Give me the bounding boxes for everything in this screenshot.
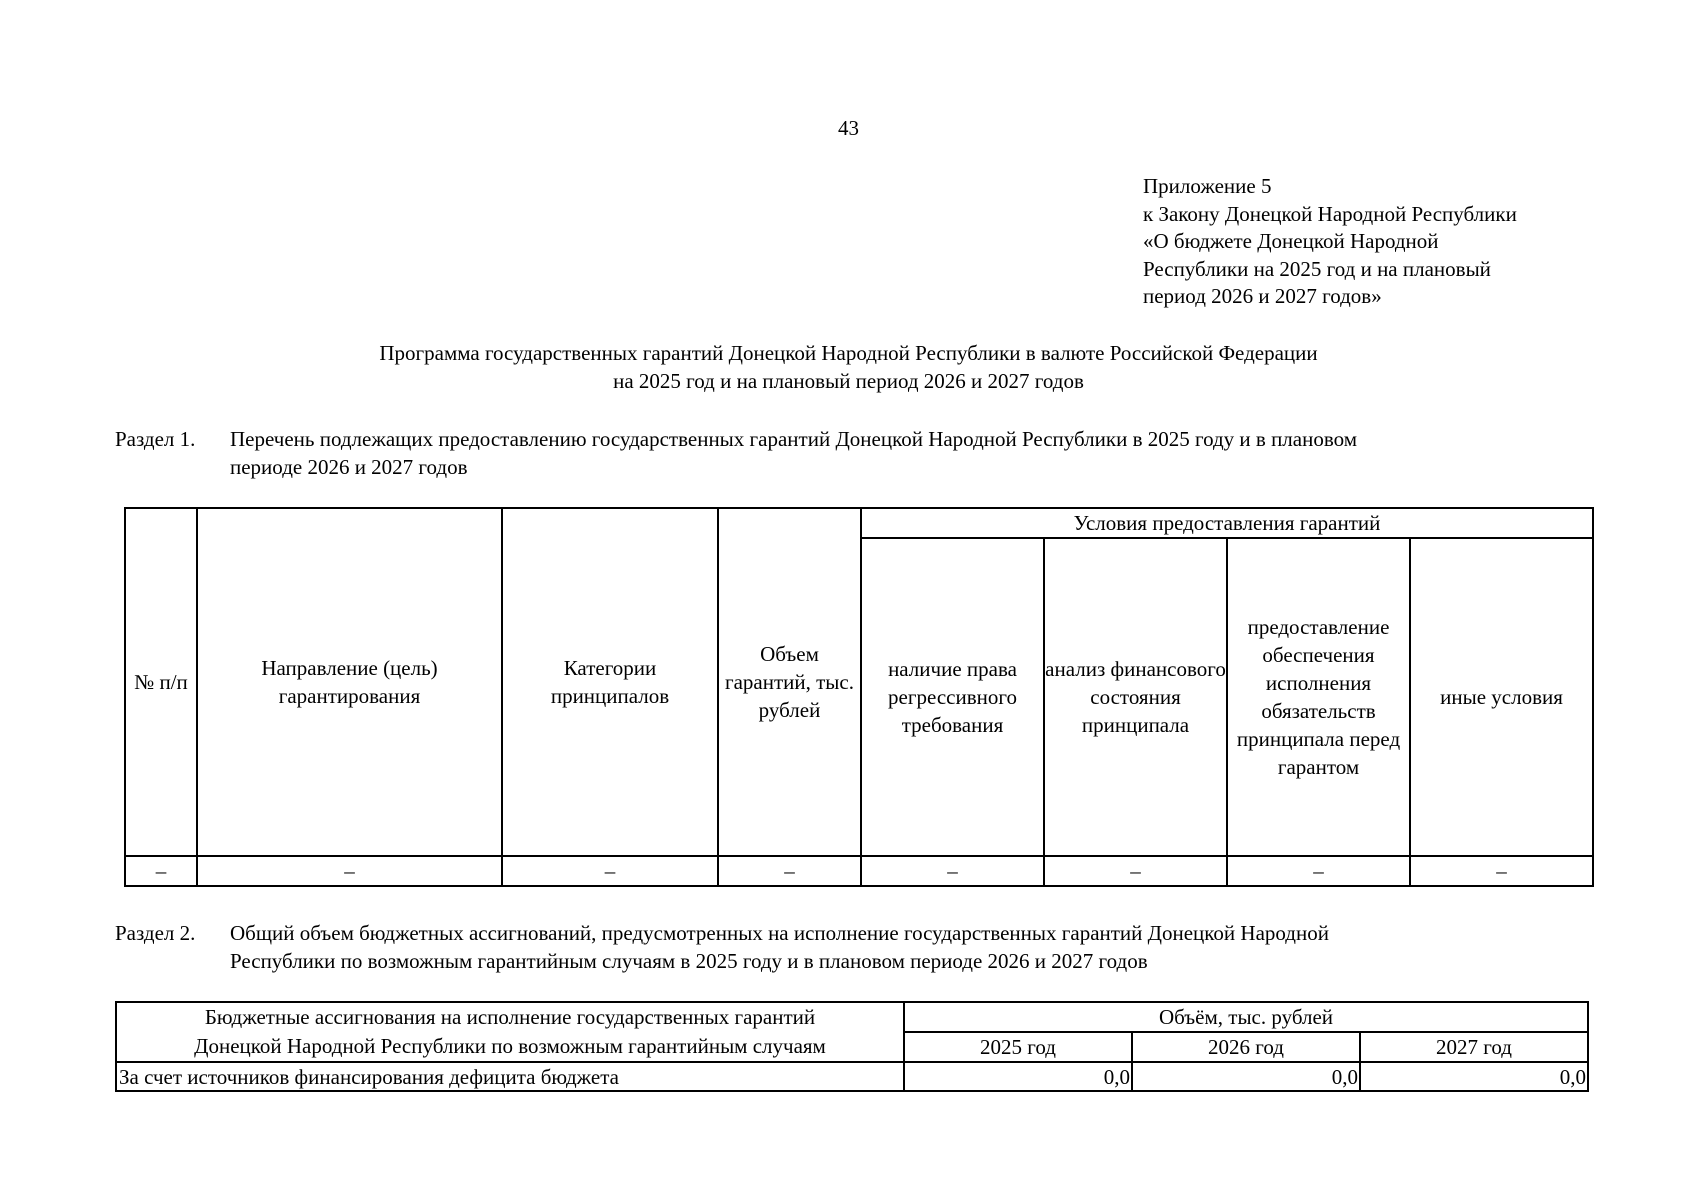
- header-appropriations: [116, 1002, 904, 1062]
- section-2-label: Раздел 2.: [115, 921, 196, 945]
- header-categories: Категории принципалов: [502, 508, 718, 856]
- appropriations-table: [115, 1001, 1589, 1092]
- table-row: [125, 856, 1593, 886]
- appendix-line: Приложение 5: [1143, 174, 1272, 198]
- section-2-title-line: Общий объем бюджетных ассигнований, предусмотренных на исполнение государственных гарантий Донецкой Народной: [230, 921, 1329, 945]
- page-number: 43: [838, 116, 859, 140]
- table-row: [116, 1062, 1588, 1091]
- section-1-title: [230, 426, 1357, 481]
- header-financial-analysis: анализ финансового состояния принципала: [1044, 538, 1227, 856]
- header-year-2025: 2025 год: [904, 1032, 1132, 1062]
- guarantees-table: [124, 507, 1594, 887]
- header-number: № п/п: [125, 508, 197, 856]
- appendix-note: [1143, 173, 1517, 311]
- appendix-line: к Закону Донецкой Народной Республики: [1143, 201, 1517, 226]
- section-1-title-line: Перечень подлежащих предоставлению государственных гарантий Донецкой Народной Республики в 2025 году и в плановом: [230, 427, 1358, 451]
- row-label: За счет источников финансирования дефицита бюджета: [116, 1062, 904, 1091]
- header-volume: Объем гарантий, тыс. рублей: [718, 508, 861, 856]
- header-conditions-group: Условия предоставления гарантий: [861, 508, 1593, 538]
- header-appropriations-line: Бюджетные ассигнования на исполнение государственных гарантий: [204, 1005, 816, 1029]
- table-cell: –: [861, 856, 1044, 886]
- header-security: предоставление обеспечения исполнения обязательств принципала перед гарантом: [1227, 538, 1410, 856]
- table-cell: –: [718, 856, 861, 886]
- table-cell: –: [502, 856, 718, 886]
- appendix-line: период 2026 и 2027 годов»: [1143, 284, 1382, 308]
- appendix-line: Республики на 2025 год и на плановый: [1143, 256, 1491, 281]
- section-2-title: [230, 920, 1329, 975]
- header-year-2027: 2027 год: [1360, 1032, 1588, 1062]
- header-other-conditions: иные условия: [1410, 538, 1593, 856]
- table-cell: –: [125, 856, 197, 886]
- appendix-line: «О бюджете Донецкой Народной: [1143, 229, 1439, 253]
- section-1-label: Раздел 1.: [115, 427, 196, 451]
- value-2026: 0,0: [1132, 1062, 1360, 1091]
- header-appropriations-line: Донецкой Народной Республики по возможным гарантийным случаям: [194, 1034, 826, 1058]
- header-volume-group: Объём, тыс. рублей: [904, 1002, 1588, 1032]
- header-year-2026: 2026 год: [1132, 1032, 1360, 1062]
- value-2027: 0,0: [1360, 1062, 1588, 1091]
- document-title-line: Программа государственных гарантий Донецкой Народной Республики в валюте Российской Федерации: [379, 341, 1318, 365]
- table-cell: –: [1227, 856, 1410, 886]
- document-title: [0, 340, 1697, 395]
- table-cell: –: [197, 856, 502, 886]
- table-cell: –: [1410, 856, 1593, 886]
- document-title-line: на 2025 год и на плановый период 2026 и 2027 годов: [613, 368, 1084, 393]
- header-direction: Направление (цель) гарантирования: [197, 508, 502, 856]
- section-1-title-line: периоде 2026 и 2027 годов: [230, 454, 468, 479]
- header-regress-right: наличие права регрессивного требования: [861, 538, 1044, 856]
- value-2025: 0,0: [904, 1062, 1132, 1091]
- section-2-title-line: Республики по возможным гарантийным случаям в 2025 году и в плановом периоде 2026 и 2027 годов: [230, 948, 1148, 973]
- table-cell: –: [1044, 856, 1227, 886]
